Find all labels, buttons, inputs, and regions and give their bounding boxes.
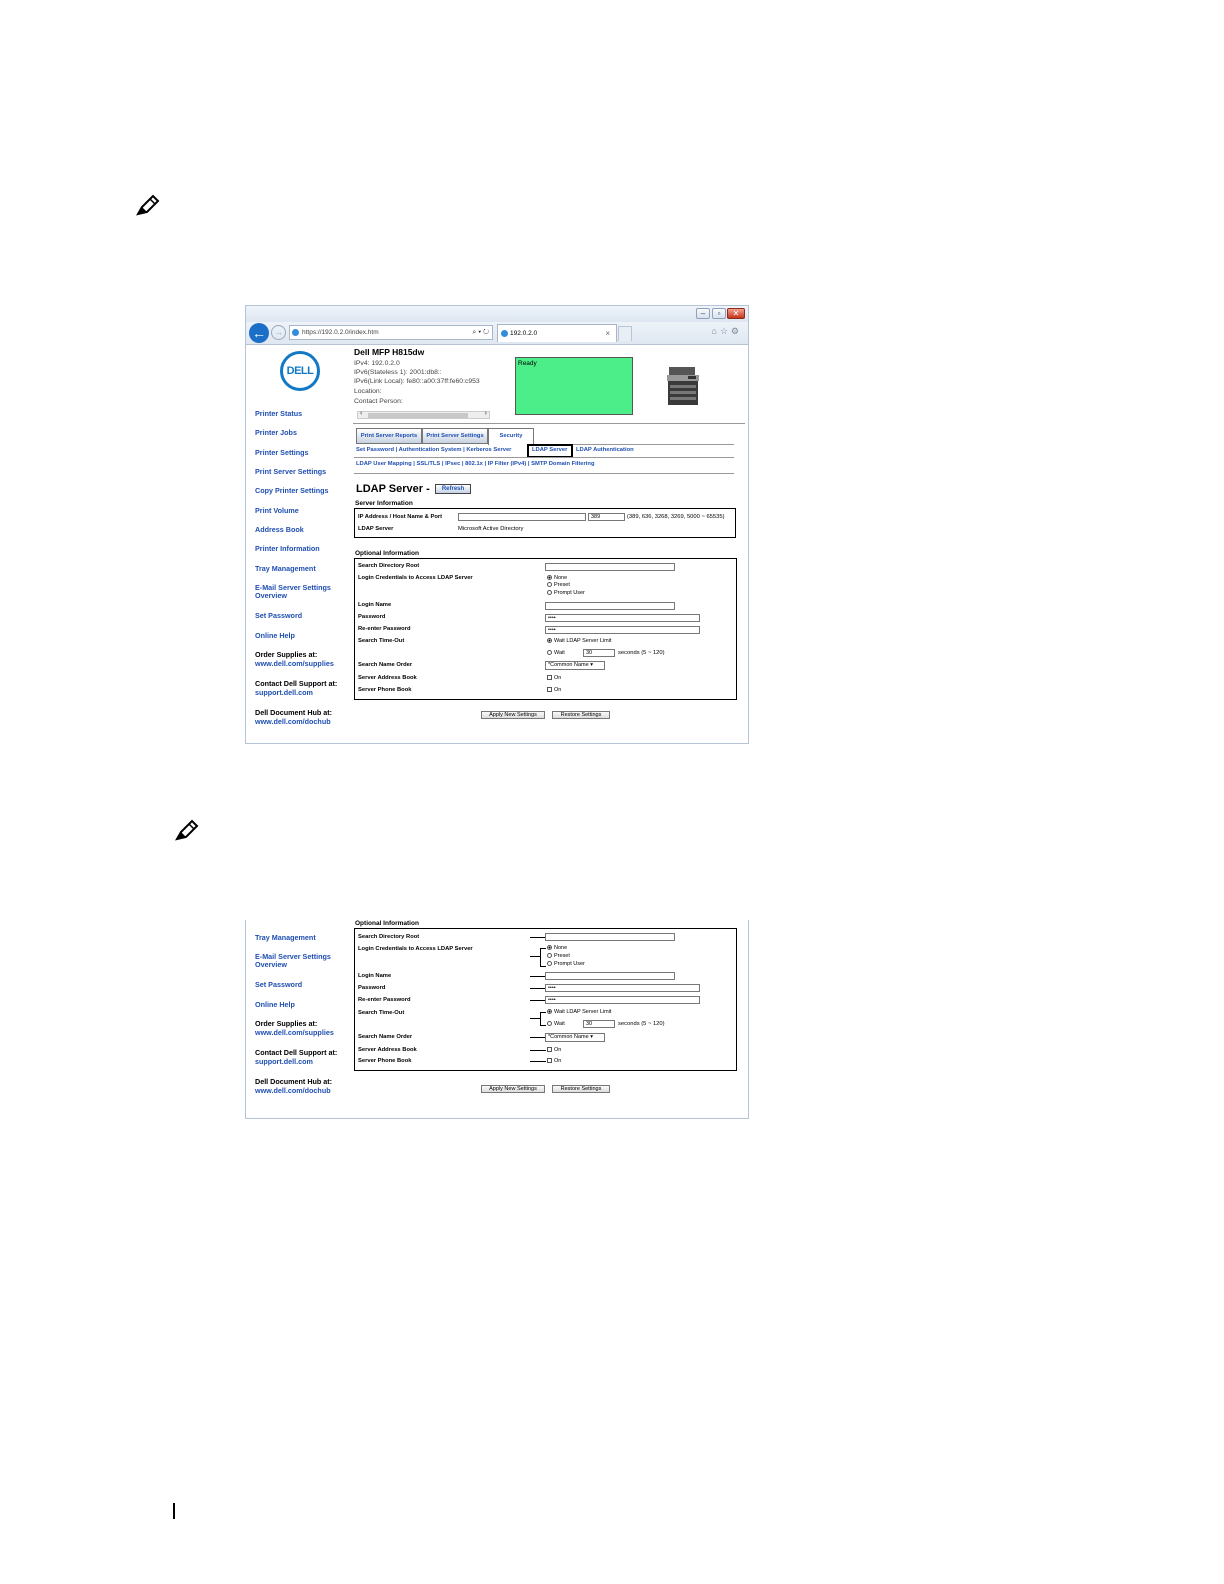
login-credentials-label: Login Credentials to Access LDAP Server <box>358 946 473 952</box>
printer-image-icon <box>666 365 700 407</box>
header-divider <box>353 423 745 424</box>
cred-prompt-label: Prompt User <box>554 590 585 596</box>
callout-line <box>530 937 546 938</box>
browser-screenshot-ldap <box>245 305 749 744</box>
order-supplies-link[interactable]: www.dell.com/supplies <box>255 659 334 668</box>
sidebar-item-print-server-settings[interactable]: Print Server Settings <box>255 467 327 476</box>
callout-line <box>530 976 546 977</box>
optional-info-heading: Optional Information <box>355 920 419 927</box>
sidebar-item-email-server-settings[interactable]: E-Mail Server Settings <box>255 952 331 961</box>
sublink-ldap-user-mapping[interactable]: LDAP User Mapping <box>356 461 412 467</box>
server-phone-book-label: Server Phone Book <box>358 1058 412 1064</box>
sidebar-item-print-volume[interactable]: Print Volume <box>255 506 299 515</box>
callout-line <box>540 1012 546 1013</box>
port-hint: (389, 636, 3268, 3269, 5000 ~ 65535) <box>627 514 725 520</box>
note-pencil-icon <box>136 194 160 216</box>
sublink-ldap-server[interactable]: LDAP Server <box>532 447 568 453</box>
scroll-left-icon[interactable]: ‹ <box>360 410 363 417</box>
chevron-down-icon: ▾ <box>590 1034 593 1040</box>
optional-info-frame <box>354 928 737 1071</box>
apply-settings-button[interactable]: Apply New Settings <box>481 711 545 719</box>
cred-preset-label: Preset <box>554 953 570 959</box>
search-name-order-label: Search Name Order <box>358 662 413 668</box>
name-order-select[interactable] <box>545 661 605 670</box>
name-order-value: *Common Name <box>548 1034 589 1040</box>
ipv6-link-local: IPv6(Link Local): fe80::a00:37ff:fe60:c953 <box>354 378 480 385</box>
browser-tab[interactable] <box>497 324 617 342</box>
tab-print-server-reports[interactable]: Print Server Reports <box>356 428 422 444</box>
callout-line <box>530 956 540 957</box>
phone-book-checkbox[interactable] <box>547 687 561 693</box>
password-input[interactable]: •••• <box>545 614 700 622</box>
sublink-divider-2 <box>354 473 734 474</box>
ip-host-port-label: IP Address / Host Name & Port <box>358 514 443 520</box>
contact-support-label: Contact Dell Support at: <box>255 679 338 688</box>
password-label: Password <box>358 985 386 991</box>
minimize-icon[interactable]: – <box>696 308 710 319</box>
sublink-ip-filter[interactable]: IP Filter (IPv4) <box>487 461 527 467</box>
search-root-input[interactable] <box>545 933 675 941</box>
port-input[interactable]: 389 <box>588 513 625 521</box>
sidebar-item-copy-printer-settings[interactable]: Copy Printer Settings <box>255 486 329 495</box>
address-book-checkbox[interactable] <box>547 675 561 681</box>
scroll-right-icon[interactable]: › <box>484 410 487 417</box>
sublink-8021x[interactable]: 802.1x <box>465 461 483 467</box>
sidebar-item-set-password[interactable]: Set Password <box>255 980 303 989</box>
doc-hub-link[interactable]: www.dell.com/dochub <box>255 717 331 726</box>
reenter-password-label: Re-enter Password <box>358 997 411 1003</box>
wait-seconds-input[interactable]: 30 <box>583 649 615 657</box>
tab-security[interactable]: Security <box>488 428 534 445</box>
cred-preset-radio[interactable] <box>547 953 570 959</box>
login-name-label: Login Name <box>358 973 392 979</box>
cred-preset-radio[interactable] <box>547 582 570 588</box>
ldap-server-value: Microsoft Active Directory <box>458 526 524 532</box>
restore-settings-button[interactable]: Restore Settings <box>552 711 610 719</box>
chevron-down-icon: ▾ <box>590 662 593 668</box>
contact-support-label: Contact Dell Support at: <box>255 1048 338 1057</box>
optional-info-frame <box>354 558 737 700</box>
ipv6-stateless: IPv6(Stateless 1): 2001:db8:: <box>354 369 442 376</box>
callout-line <box>530 1061 546 1062</box>
page-edge <box>0 0 3 125</box>
cred-prompt-label: Prompt User <box>554 961 585 967</box>
ldap-server-label: LDAP Server <box>358 526 394 532</box>
scroll-thumb[interactable] <box>368 413 468 418</box>
sublink-ipsec[interactable]: IPsec <box>445 461 461 467</box>
footer-rule <box>173 1503 175 1519</box>
address-book-on-label: On <box>554 675 562 681</box>
sublink-authentication-system[interactable]: Authentication System <box>398 447 462 453</box>
address-bar[interactable] <box>289 325 493 340</box>
phone-book-on-label: On <box>554 687 562 693</box>
status-panel <box>515 357 633 415</box>
close-icon[interactable]: ✕ <box>727 308 745 319</box>
callout-line <box>530 1037 546 1038</box>
server-phone-book-label: Server Phone Book <box>358 687 412 693</box>
password-label: Password <box>358 614 386 620</box>
sidebar-item-printer-information[interactable]: Printer Information <box>255 544 320 553</box>
page-content <box>246 345 748 743</box>
status-text: Ready <box>518 360 537 367</box>
contact-support-link[interactable]: support.dell.com <box>255 1057 313 1066</box>
sidebar-item-email-overview[interactable]: Overview <box>255 960 287 969</box>
header-scrollbar[interactable] <box>357 411 490 419</box>
sidebar-item-tray-management[interactable]: Tray Management <box>255 564 316 573</box>
sidebar-item-email-server-settings[interactable]: E-Mail Server Settings <box>255 583 331 592</box>
cred-none-label: None <box>554 945 568 951</box>
reenter-password-input[interactable]: •••• <box>545 626 700 634</box>
sidebar-item-online-help[interactable]: Online Help <box>255 631 295 640</box>
wait-ldap-limit-label: Wait LDAP Server Limit <box>554 1009 612 1015</box>
callout-line <box>530 988 546 989</box>
wait-radio[interactable] <box>547 650 565 656</box>
sidebar-item-online-help[interactable]: Online Help <box>255 1000 295 1009</box>
address-url: https://192.0.2.0/index.htm <box>302 329 379 336</box>
note-pencil-icon <box>175 819 199 841</box>
sidebar-item-printer-jobs[interactable]: Printer Jobs <box>255 428 297 437</box>
server-address-book-label: Server Address Book <box>358 675 417 681</box>
sidebar-item-email-overview[interactable]: Overview <box>255 591 287 600</box>
address-book-on-label: On <box>554 1047 562 1053</box>
callout-bracket <box>540 1012 541 1025</box>
cred-none-radio[interactable] <box>547 575 567 581</box>
sidebar-item-printer-status[interactable]: Printer Status <box>255 409 303 418</box>
sublink-divider <box>354 457 734 458</box>
wait-ldap-limit-radio[interactable] <box>547 1009 611 1015</box>
contact-person: Contact Person: <box>354 398 403 405</box>
login-name-input[interactable] <box>545 602 675 610</box>
phone-book-on-label: On <box>554 1058 562 1064</box>
search-timeout-label: Search Time-Out <box>358 638 405 644</box>
doc-hub-label: Dell Document Hub at: <box>255 708 333 717</box>
sidebar-item-set-password[interactable]: Set Password <box>255 611 303 620</box>
server-info-heading: Server Information <box>355 500 413 507</box>
server-address-book-label: Server Address Book <box>358 1047 417 1053</box>
reenter-password-label: Re-enter Password <box>358 626 411 632</box>
callout-line <box>530 1018 540 1019</box>
ip-host-input[interactable] <box>458 513 586 521</box>
back-arrow-icon[interactable]: ← <box>249 323 269 343</box>
sidebar-item-address-book[interactable]: Address Book <box>255 525 304 534</box>
tab-title: 192.0.2.0 <box>510 330 538 337</box>
contact-support-link[interactable]: support.dell.com <box>255 688 313 697</box>
sublink-ssl-tls[interactable]: SSL/TLS <box>416 461 441 467</box>
wait-seconds-input[interactable]: 30 <box>583 1020 615 1028</box>
wait-hint: seconds (5 ~ 120) <box>618 650 665 656</box>
order-supplies-label: Order Supplies at: <box>255 1019 318 1028</box>
sublink-row2: LDAP User Mapping | SSL/TLS | IPsec | 802.1x | IP Filter (IPv4) | SMTP Domain Filtering <box>356 461 595 467</box>
ie-icon <box>501 330 508 337</box>
home-star-gear-icon[interactable]: ⌂☆⚙ <box>711 326 742 336</box>
doc-hub-label: Dell Document Hub at: <box>255 1077 333 1086</box>
window-titlebar <box>246 306 748 322</box>
wait-ldap-limit-label: Wait LDAP Server Limit <box>554 638 612 644</box>
callout-line <box>530 1000 546 1001</box>
sidebar-item-printer-settings[interactable]: Printer Settings <box>255 448 309 457</box>
ipv4-address: IPv4: 192.0.2.0 <box>354 360 400 367</box>
printer-model: Dell MFP H815dw <box>354 347 425 357</box>
password-input[interactable]: •••• <box>545 984 700 992</box>
cred-prompt-radio[interactable] <box>547 961 585 967</box>
cred-preset-label: Preset <box>554 582 570 588</box>
sublink-ldap-authentication[interactable]: LDAP Authentication <box>576 447 634 453</box>
wait-label: Wait <box>554 650 565 656</box>
wait-hint: seconds (5 ~ 120) <box>618 1021 665 1027</box>
search-refresh-icon[interactable]: ⌕ ▾ ↻ <box>472 329 489 336</box>
apply-settings-button[interactable]: Apply New Settings <box>481 1085 545 1093</box>
location: Location: <box>354 388 382 395</box>
wait-label: Wait <box>554 1021 565 1027</box>
wait-ldap-limit-radio[interactable] <box>547 638 611 644</box>
browser-screenshot-callouts <box>245 920 749 1119</box>
address-book-checkbox[interactable] <box>547 1047 561 1053</box>
optional-info-heading: Optional Information <box>355 550 419 557</box>
callout-line <box>540 1025 546 1026</box>
restore-settings-button[interactable]: Restore Settings <box>552 1085 610 1093</box>
search-root-label: Search Directory Root <box>358 934 420 940</box>
login-name-input[interactable] <box>545 972 675 980</box>
sublink-set-password[interactable]: Set Password <box>356 447 395 453</box>
login-credentials-label: Login Credentials to Access LDAP Server <box>358 575 473 581</box>
sublink-smtp-domain-filtering[interactable]: SMTP Domain Filtering <box>531 461 595 467</box>
search-root-input[interactable] <box>545 563 675 571</box>
tab-close-icon[interactable]: × <box>605 329 610 338</box>
refresh-button[interactable]: Refresh <box>435 484 471 494</box>
doc-hub-link[interactable]: www.dell.com/dochub <box>255 1086 331 1095</box>
new-tab-button[interactable] <box>618 326 632 341</box>
cred-none-radio[interactable] <box>547 945 567 951</box>
order-supplies-link[interactable]: www.dell.com/supplies <box>255 1028 334 1037</box>
name-order-value: *Common Name <box>548 662 589 668</box>
server-info-frame <box>354 508 736 538</box>
maximize-icon[interactable]: ▫ <box>712 308 726 319</box>
reenter-password-input[interactable]: •••• <box>545 996 700 1004</box>
sidebar-item-tray-management[interactable]: Tray Management <box>255 933 316 942</box>
browser-navbar <box>246 322 748 345</box>
tab-print-server-settings[interactable]: Print Server Settings <box>422 428 488 444</box>
page-title: LDAP Server - <box>356 483 430 495</box>
ie-icon <box>292 329 299 336</box>
search-timeout-label: Search Time-Out <box>358 1010 405 1016</box>
search-name-order-label: Search Name Order <box>358 1034 413 1040</box>
callout-line <box>530 1050 546 1051</box>
search-root-label: Search Directory Root <box>358 563 420 569</box>
sublink-kerberos-server[interactable]: Kerberos Server <box>466 447 512 453</box>
name-order-select[interactable] <box>545 1033 605 1042</box>
phone-book-checkbox[interactable] <box>547 1058 561 1064</box>
wait-radio[interactable] <box>547 1021 565 1027</box>
sublink-row1: Set Password | Authentication System | Kerberos Server <box>356 447 512 453</box>
login-name-label: Login Name <box>358 602 392 608</box>
cred-none-label: None <box>554 575 568 581</box>
forward-arrow-icon[interactable]: → <box>271 325 286 340</box>
cred-prompt-radio[interactable] <box>547 590 585 596</box>
callout-line <box>540 948 546 949</box>
order-supplies-label: Order Supplies at: <box>255 650 318 659</box>
callout-bracket <box>540 948 541 966</box>
dell-logo: DELL <box>280 351 320 391</box>
callout-line <box>540 966 546 967</box>
